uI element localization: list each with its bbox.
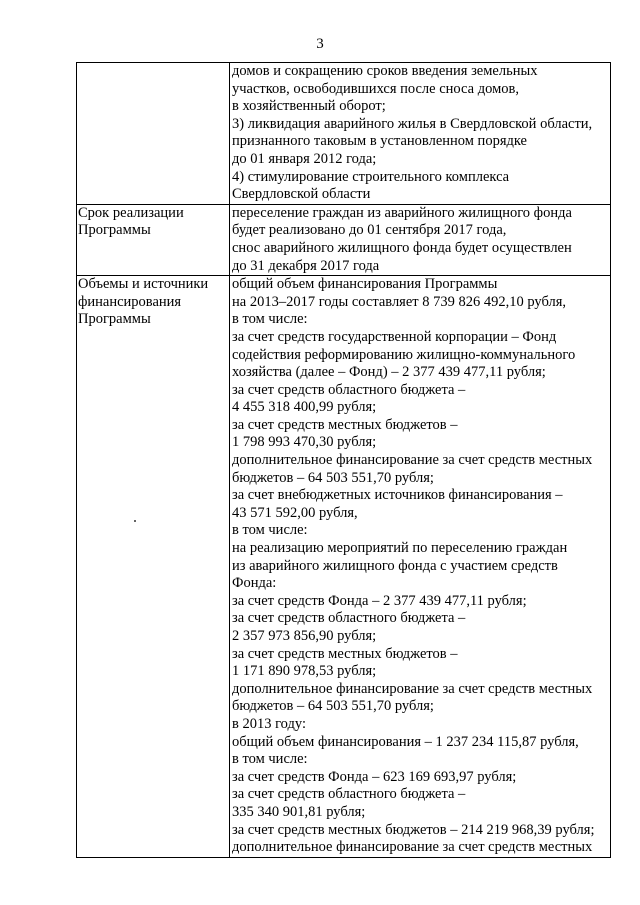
row-value-line: участков, освободившихся после сноса домов, xyxy=(232,80,519,97)
row-value-line: 3) ликвидация аварийного жилья в Свердловской области, xyxy=(232,115,593,132)
row-label-cell xyxy=(77,204,230,275)
row-label-cell xyxy=(77,276,230,858)
row-value-line: 1 798 993 470,30 рубля; xyxy=(232,434,377,451)
row-value-line: дополнительное финансирование за счет средств местных xyxy=(232,452,593,469)
row-value-line: в хозяйственный оборот; xyxy=(232,98,386,115)
row-value-line: на 2013–2017 годы составляет 8 739 826 492,10 рубля, xyxy=(232,293,567,310)
row-value-line: 4 455 318 400,99 рубля; xyxy=(232,399,377,416)
row-value-line: за счет средств Фонда – 623 169 693,97 рубля; xyxy=(232,768,517,785)
table-row xyxy=(77,276,611,858)
row-value-cell xyxy=(230,276,611,858)
scan-dot xyxy=(134,520,136,522)
table-row xyxy=(77,204,611,275)
row-value-line: Фонда: xyxy=(232,575,277,592)
row-label-line: финансирования xyxy=(78,293,182,310)
row-value-line: общий объем финансирования Программы xyxy=(232,276,498,293)
row-value-line: 335 340 901,81 рубля; xyxy=(232,803,366,820)
row-value-cell xyxy=(230,63,611,205)
row-value-line: 1 171 890 978,53 рубля; xyxy=(232,663,377,680)
row-value-line: содействия реформированию жилищно-коммунального xyxy=(232,346,576,363)
row-value-line: бюджетов – 64 503 551,70 рубля; xyxy=(232,469,434,486)
row-value-line: на реализацию мероприятий по переселению граждан xyxy=(232,540,568,557)
row-value-line: из аварийного жилищного фонда с участием средств xyxy=(232,557,558,574)
row-label-line: Программы xyxy=(78,222,151,239)
row-value-cell xyxy=(230,204,611,275)
row-value-line: до 31 декабря 2017 года xyxy=(232,257,380,274)
row-value-line: в том числе: xyxy=(232,522,308,539)
row-value-line: за счет средств местных бюджетов – xyxy=(232,645,458,662)
row-value-line: признанного таковым в установленном порядке xyxy=(232,133,527,150)
row-value-line: бюджетов – 64 503 551,70 рубля; xyxy=(232,698,434,715)
table-body xyxy=(77,63,611,858)
row-value-line: 4) стимулирование строительного комплекса xyxy=(232,168,510,185)
row-value-line: за счет средств Фонда – 2 377 439 477,11 рубля; xyxy=(232,592,527,609)
row-value-line: будет реализовано до 01 сентября 2017 года, xyxy=(232,222,507,239)
page-number: 3 xyxy=(316,36,324,52)
row-label-line: Программы xyxy=(78,311,151,328)
row-value-line: дополнительное финансирование за счет средств местных xyxy=(232,680,593,697)
row-value-line: до 01 января 2012 года; xyxy=(232,150,377,167)
row-value-line: домов и сокращению сроков введения земельных xyxy=(232,63,538,79)
row-label-line: Объемы и источники xyxy=(78,276,209,293)
row-value-line: дополнительное финансирование за счет средств местных xyxy=(232,839,593,856)
row-value-line: снос аварийного жилищного фонда будет осуществлен xyxy=(232,239,572,256)
row-value-line: за счет внебюджетных источников финансирования – xyxy=(232,487,563,504)
row-label-cell xyxy=(77,63,230,205)
row-value-line: в 2013 году: xyxy=(232,715,306,732)
row-value-line: переселение граждан из аварийного жилищного фонда xyxy=(232,204,572,221)
row-value-line: за счет средств областного бюджета – xyxy=(232,381,466,398)
row-value-line: Свердловской области xyxy=(232,186,371,203)
row-value-line: в том числе: xyxy=(232,311,308,328)
row-value-line: 43 571 592,00 рубля, xyxy=(232,504,358,521)
program-passport-table xyxy=(76,62,611,858)
row-value-line: общий объем финансирования – 1 237 234 115,87 рубля, xyxy=(232,733,579,750)
row-label-line: Срок реализации xyxy=(78,204,184,221)
row-value-line: за счет средств государственной корпорации – Фонд xyxy=(232,328,557,345)
table-row xyxy=(77,63,611,205)
row-value-line: за счет средств областного бюджета – xyxy=(232,610,466,627)
row-value-line: за счет средств местных бюджетов – 214 219 968,39 рубля; xyxy=(232,821,595,838)
row-value-line: хозяйства (далее – Фонд) – 2 377 439 477,11 рубля; xyxy=(232,364,546,381)
row-value-line: в том числе: xyxy=(232,751,308,768)
row-value-line: за счет средств областного бюджета – xyxy=(232,786,466,803)
row-value-line: 2 357 973 856,90 рубля; xyxy=(232,628,377,644)
row-value-line: за счет средств местных бюджетов – xyxy=(232,416,458,433)
